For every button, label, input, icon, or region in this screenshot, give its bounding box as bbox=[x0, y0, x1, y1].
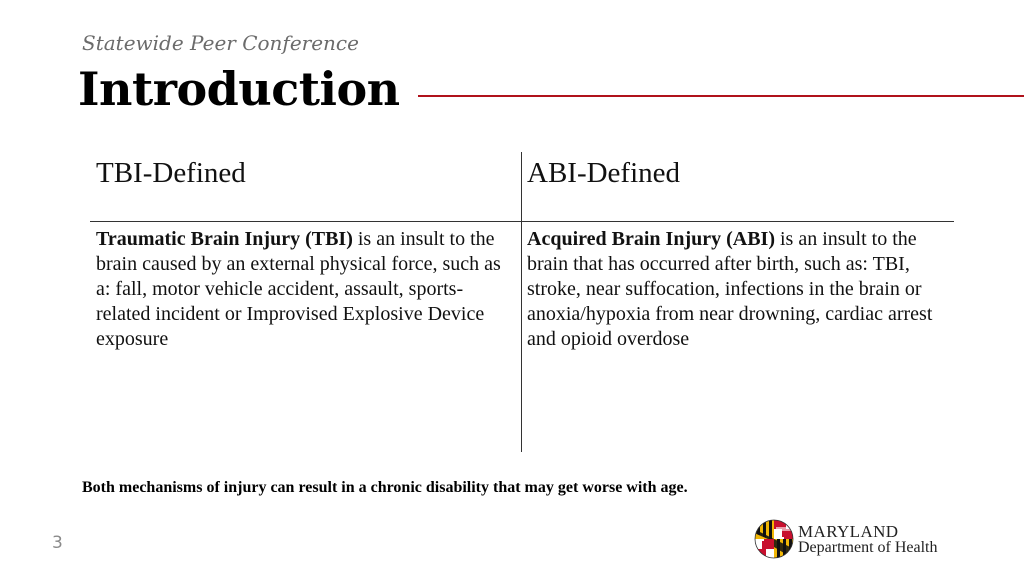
tbi-definition-text: is an insult to the brain caused by an external physical force, such as a: fall, motor vehicle accident, assault, sports-related incident or Improvised Explosive Device exposure bbox=[96, 228, 501, 350]
conference-subtitle: Statewide Peer Conference bbox=[82, 31, 359, 55]
maryland-flag-circle-icon bbox=[754, 519, 794, 559]
page-number: 3 bbox=[52, 533, 63, 553]
table-header-divider bbox=[90, 221, 954, 222]
tbi-definition-cell bbox=[96, 227, 516, 352]
slide-title: Introduction bbox=[78, 62, 400, 116]
summary-note: Both mechanisms of injury can result in a chronic disability that may get worse with age. bbox=[82, 479, 688, 496]
tbi-term: Traumatic Brain Injury (TBI) bbox=[96, 228, 353, 250]
abi-definition-text: is an insult to the brain that has occurred after birth, such as: TBI, stroke, near suffocation, infections in the brain or anoxia/hypoxia from near drowning, cardiac arrest and opioid overdose bbox=[527, 228, 933, 350]
logo-department-text: Department of Health bbox=[798, 539, 938, 556]
logo-maryland-text: MARYLAND bbox=[798, 522, 899, 541]
title-underline bbox=[418, 95, 1024, 97]
abi-definition-cell bbox=[527, 227, 947, 352]
table-column-divider bbox=[521, 152, 522, 452]
abi-term: Acquired Brain Injury (ABI) bbox=[527, 228, 775, 250]
abi-column-heading: ABI-Defined bbox=[527, 157, 681, 189]
maryland-health-logo bbox=[754, 519, 964, 561]
tbi-column-heading: TBI-Defined bbox=[96, 157, 246, 189]
